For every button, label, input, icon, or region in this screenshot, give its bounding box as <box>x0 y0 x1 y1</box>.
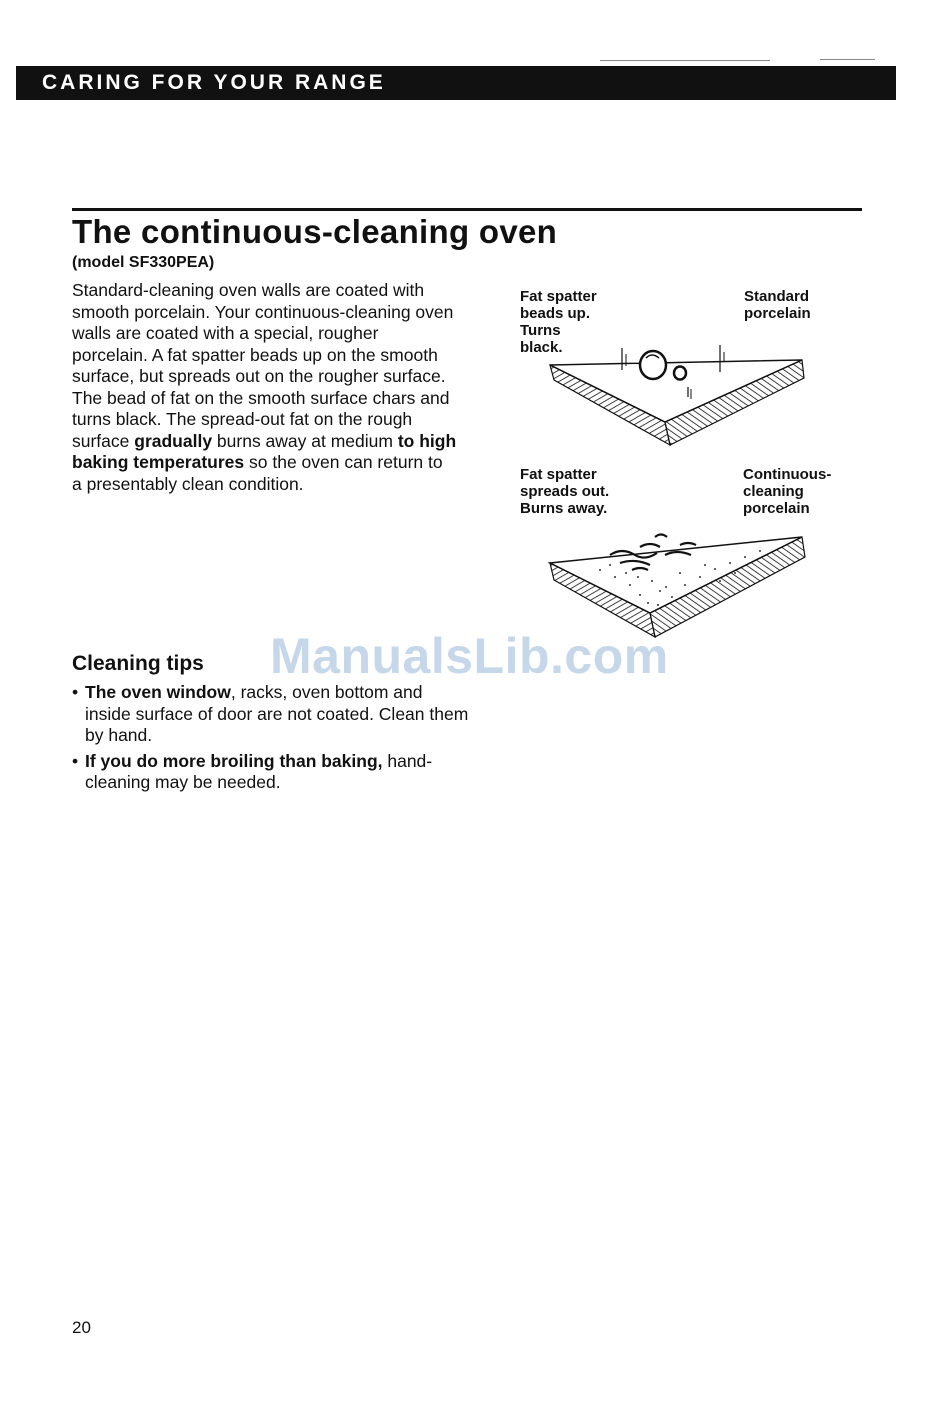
standard-porcelain-diagram <box>540 340 810 450</box>
tip-text: hand-cleaning may be needed. <box>85 750 433 792</box>
diagram-top-left-label: Fat spatter beads up. Turns black. <box>520 288 597 356</box>
tips-title: Cleaning tips <box>72 652 204 675</box>
rough-left-hatched-edge <box>550 563 655 637</box>
paragraph-text-3: so the oven can return to a presentably clean condition. <box>72 452 443 494</box>
diagram-bottom-right-label: Continuous- cleaning porcelain <box>743 466 832 517</box>
header-decoration-line-right <box>820 59 875 60</box>
paragraph-text-1: Standard-cleaning oven walls are coated with smooth porcelain. Your continuous-cleaning oven walls are coated with a special, rougher porcelain. A fat spatter beads up on the smooth surface, but spreads out on the rougher surface. The bead of fat on the smooth surface chars and turns black. The spread-out fat on the rough surface <box>72 280 454 451</box>
bullet-icon: • <box>72 682 79 702</box>
diagram-top-right-label: Standard porcelain <box>744 288 811 322</box>
page-number: 20 <box>72 1318 91 1337</box>
paragraph-bold-1: gradually <box>134 430 213 451</box>
paragraph-text-2: burns away at medium <box>212 430 398 451</box>
fat-bead-small <box>674 367 686 380</box>
tip-bold: If you do more broiling than baking, <box>85 750 383 771</box>
watermark: ManualsLib.com <box>270 628 669 684</box>
header-decoration-line <box>600 60 770 61</box>
section-subtitle: (model SF330PEA) <box>72 254 215 271</box>
header-bar <box>16 66 896 100</box>
header-title: CARING FOR YOUR RANGE <box>42 71 386 94</box>
section-title: The continuous-cleaning oven <box>72 213 558 250</box>
paragraph-bold-2: to high baking temperatures <box>72 430 457 472</box>
tip-item <box>72 682 472 747</box>
diagram-bottom-left-label: Fat spatter spreads out. Burns away. <box>520 466 610 517</box>
tips-list <box>72 682 472 798</box>
tip-bold: The oven window <box>85 682 231 702</box>
tip-item <box>72 751 472 794</box>
section-rule <box>72 208 862 211</box>
bullet-icon: • <box>72 750 79 771</box>
section-paragraph <box>72 280 457 495</box>
tip-text: , racks, oven bottom and inside surface of door are not coated. Clean them by hand. <box>85 682 469 745</box>
continuous-cleaning-porcelain-diagram <box>540 525 810 640</box>
